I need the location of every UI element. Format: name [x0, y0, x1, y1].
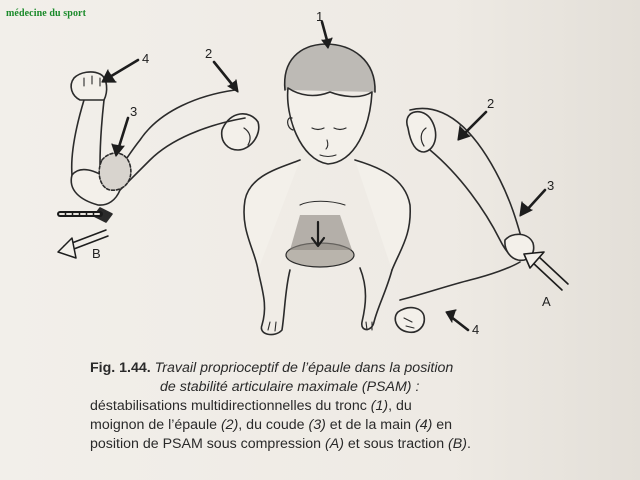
caption-line-4: [90, 416, 560, 435]
caption-line-2: [90, 378, 560, 397]
caption-ref: (2): [220, 417, 239, 433]
caption-text: , du coude: [238, 417, 305, 433]
caption-text: déstabilisations multidirectionnelles du tronc: [90, 398, 367, 414]
label-b-traction: B: [92, 246, 101, 261]
caption-text: , du: [388, 398, 412, 414]
label-3-elbow-left: 3: [130, 104, 138, 119]
left-arm: [60, 72, 245, 222]
caption-ref: (A): [325, 436, 344, 452]
arrow-hand-left: [108, 60, 138, 78]
figure-caption: [90, 359, 560, 454]
caption-line-1: [90, 359, 560, 378]
caption-ref: (B): [448, 436, 467, 452]
caption-title-line-1: Travail proprioceptif de l’épaule dans la position: [154, 360, 454, 376]
caption-line-5: [90, 435, 560, 454]
caption-text: en: [432, 417, 453, 433]
caption-ref: (3): [308, 417, 326, 433]
caption-text: et de la main: [325, 417, 412, 433]
caption-line-3: [90, 397, 560, 416]
watermark-text: médecine du sport: [6, 8, 87, 19]
head: [285, 44, 375, 164]
caption-ref: (1): [370, 398, 389, 414]
arrow-elbow-left: [118, 118, 128, 150]
caption-ref: (4): [415, 417, 433, 433]
label-1-head: 1: [316, 9, 324, 24]
caption-text: position de PSAM sous compression: [90, 436, 322, 452]
figure-number: Fig. 1.44.: [90, 360, 151, 376]
label-4-hand-left: 4: [142, 51, 150, 66]
caption-text: moignon de l’épaule: [90, 417, 217, 433]
label-3-elbow-right: 3: [547, 178, 555, 193]
label-a-compression: A: [542, 294, 551, 309]
label-4-hand-right: 4: [472, 322, 480, 337]
caption-text: .: [466, 436, 471, 452]
label-2-shoulder-right: 2: [487, 96, 495, 111]
label-2-shoulder-left: 2: [205, 46, 213, 61]
compression-arrow-a: [524, 252, 568, 290]
caption-text: et sous traction: [343, 436, 445, 452]
caption-title-line-2: de stabilité articulaire maximale (PSAM) :: [160, 379, 420, 395]
